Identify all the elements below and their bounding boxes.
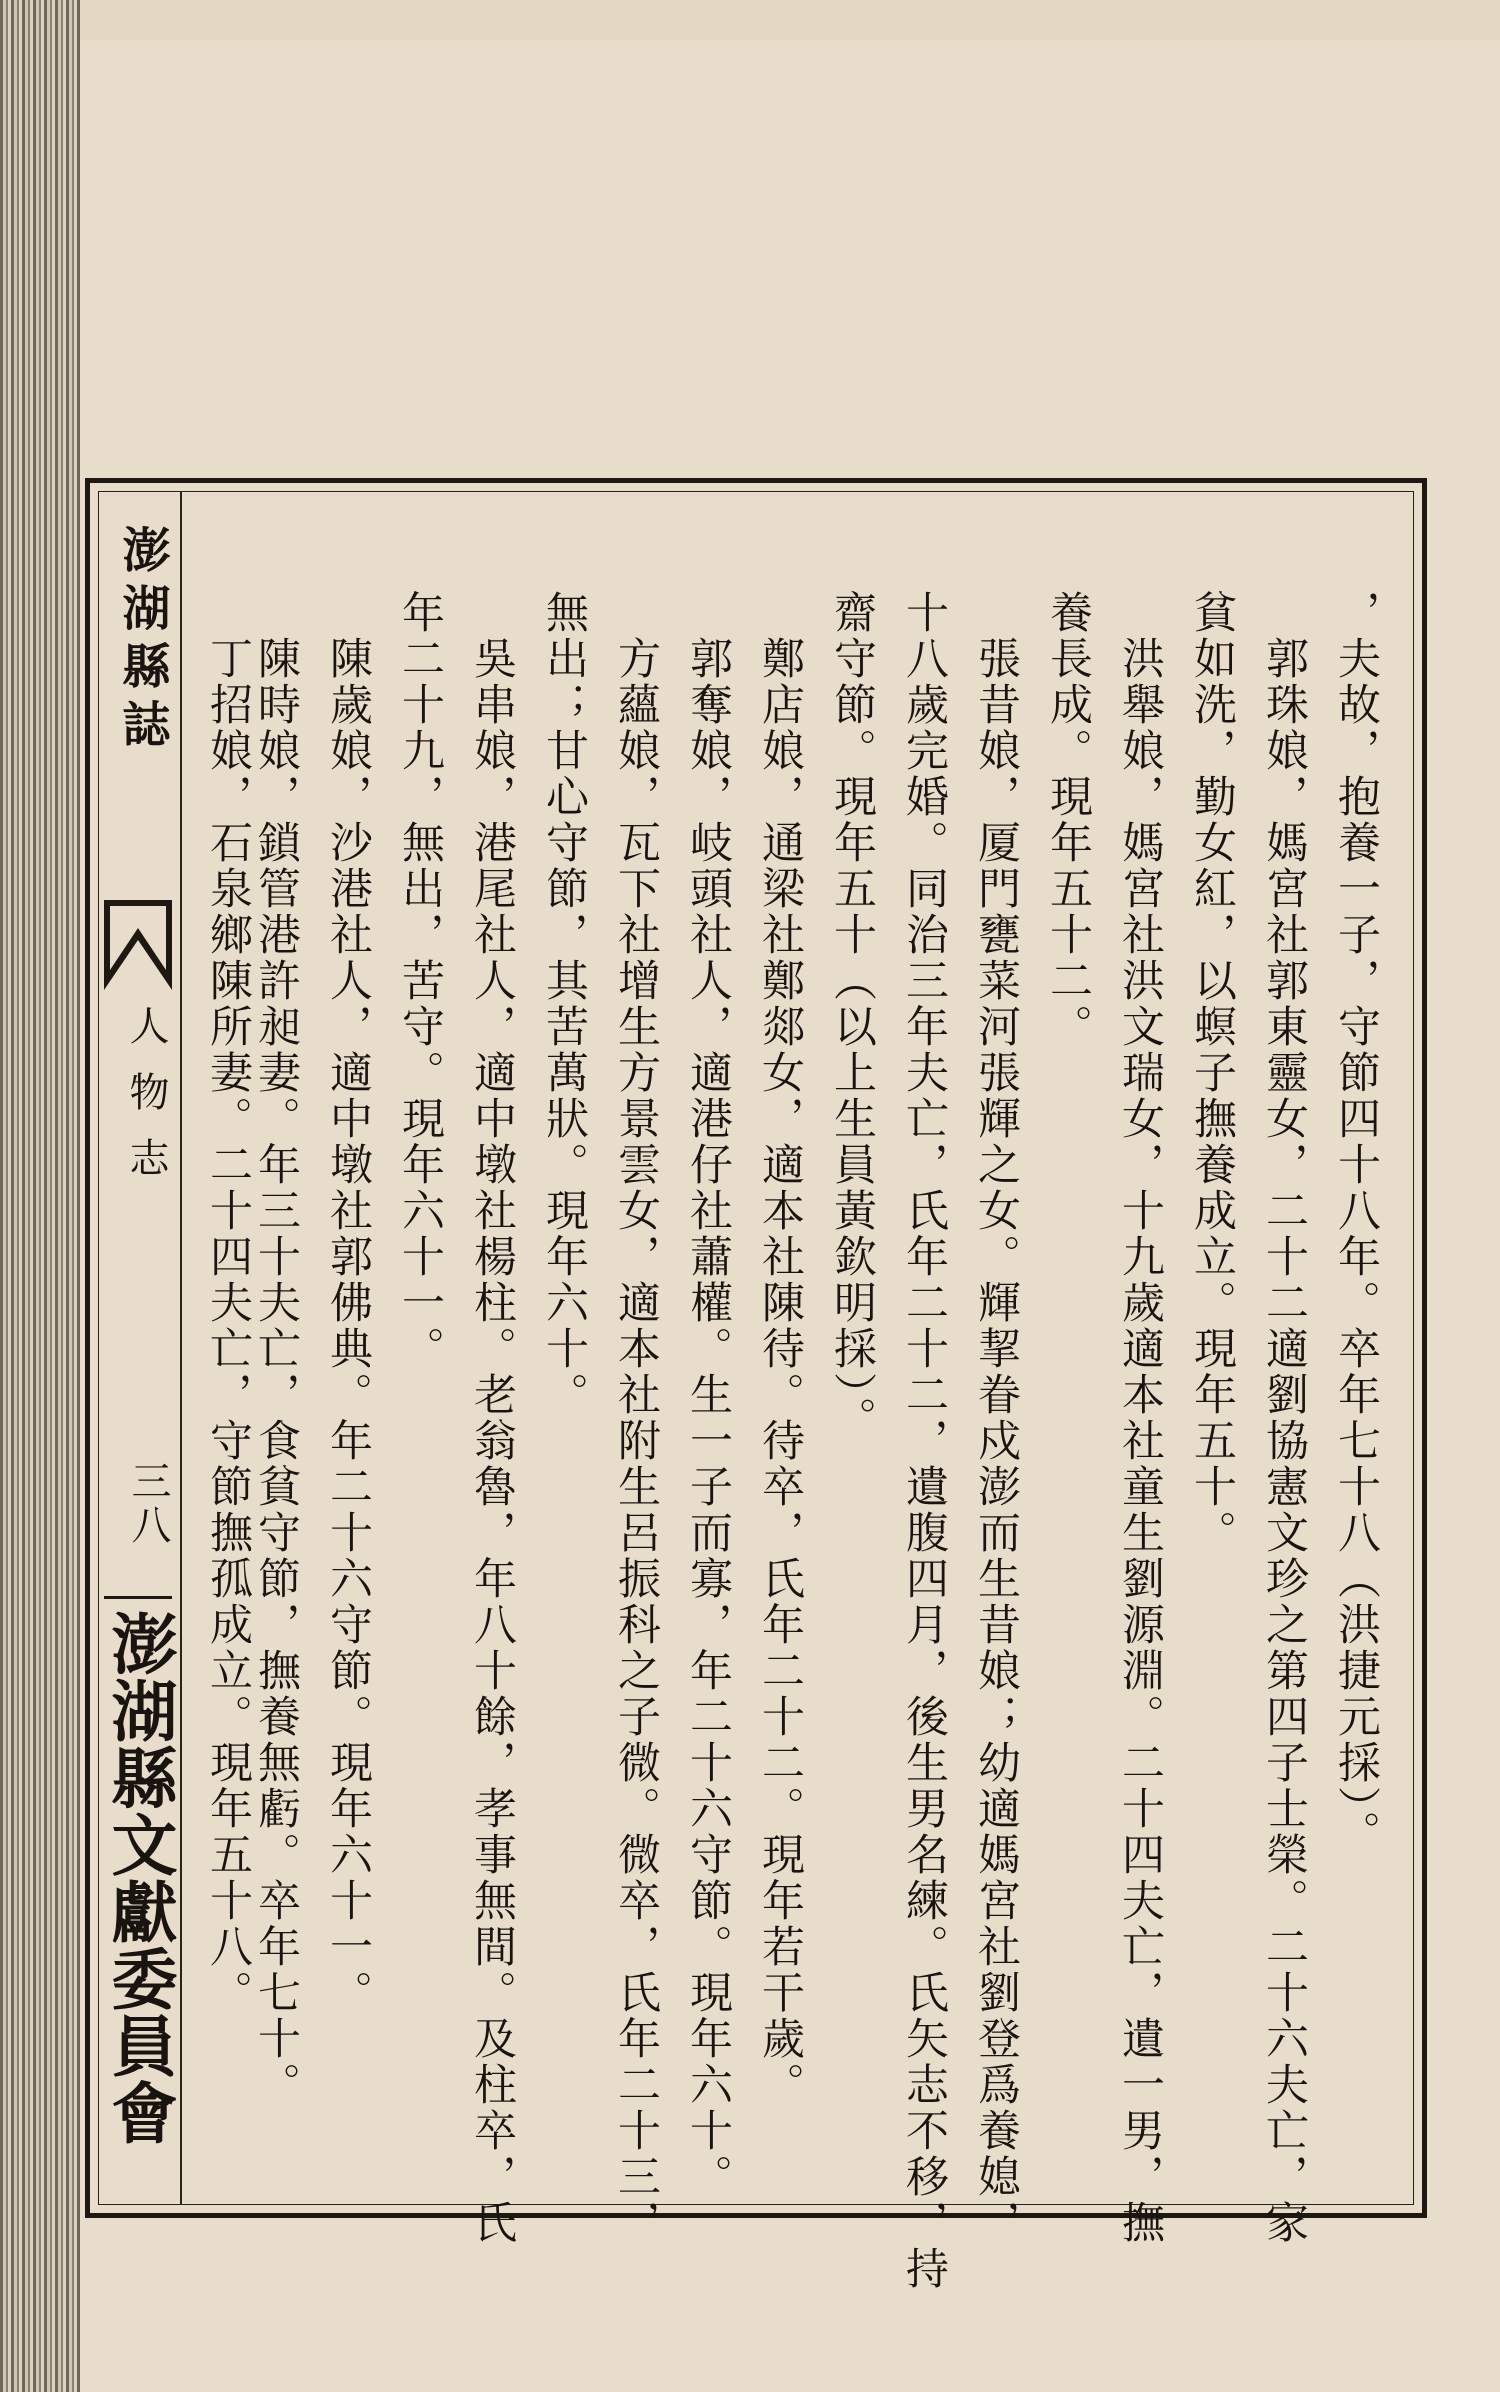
text-column: 鄭店娘，通梁社鄭郯女，適本社陳待。待卒，氏年二十二。現年若干歲。 xyxy=(755,590,805,2108)
text-column: 年二十九，無出，苦守。現年六十一。 xyxy=(395,590,445,1372)
masthead-rule xyxy=(104,1596,172,1599)
text-column: 張昔娘，厦門甕菜河張輝之女。輝挈眷戍澎而生昔娘；幼適媽宮社劉登爲養媳， xyxy=(971,590,1021,2246)
text-column: 郭珠娘，媽宮社郭東靈女，二十二適劉協憲文珍之第四子士榮。二十六夫亡，家 xyxy=(1259,590,1309,2246)
text-column: 吳串娘，港尾社人，適中墩社楊柱。老翁魯，年八十餘，孝事無間。及柱卒，氏 xyxy=(467,590,517,2246)
text-column: 無出；甘心守節，其苦萬狀。現年六十。 xyxy=(539,590,589,1418)
text-column: 陳歲娘，沙港社人，適中墩社郭佛典。年二十六守節。現年六十一。 xyxy=(323,590,373,2016)
section-title: 人物志 xyxy=(123,1005,169,1203)
publisher-name: 澎湖縣文獻委員會 xyxy=(100,1610,178,2146)
text-column: 養長成。現年五十二。 xyxy=(1043,590,1093,1050)
text-column: 丁招娘，石泉鄉陳所妻。二十四夫亡，守節撫孤成立。現年五十八。 xyxy=(203,590,253,2016)
page-number: 三八 xyxy=(125,1460,171,1548)
fishtail-mark-icon xyxy=(104,900,172,990)
book-title: 澎湖縣誌 xyxy=(114,525,170,757)
text-column: 貧如洗，勤女紅，以螟子撫養成立。現年五十。 xyxy=(1187,590,1237,1556)
masthead-separator xyxy=(180,492,182,2204)
page-margin xyxy=(80,0,1500,40)
text-column: 郭奪娘，岐頭社人，適港仔社蕭權。生一子而寡，年二十六守節。現年六十。 xyxy=(683,590,733,2200)
text-column: 方蘊娘，瓦下社增生方景雲女，適本社附生呂振科之子微。微卒，氏年二十三， xyxy=(611,590,661,2246)
text-column: 洪舉娘，媽宮社洪文瑞女，十九歲適本社童生劉源淵。二十四夫亡，遺一男，撫 xyxy=(1115,590,1165,2246)
text-column: ，夫故，抱養一子，守節四十八年。卒年七十八（洪捷元採）。 xyxy=(1331,590,1381,1857)
book-page-edge xyxy=(0,0,80,2392)
text-column: 齋守節。現年五十（以上生員黃欽明採）。 xyxy=(827,590,877,1443)
text-column: 十八歲完婚。同治三年夫亡，氏年二十二，遺腹四月，後生男名練。氏矢志不移，持 xyxy=(899,590,949,2292)
text-column: 陳時娘，鎖管港許昶妻。年三十夫亡，食貧守節，撫養無虧。卒年七十。 xyxy=(251,590,301,2108)
